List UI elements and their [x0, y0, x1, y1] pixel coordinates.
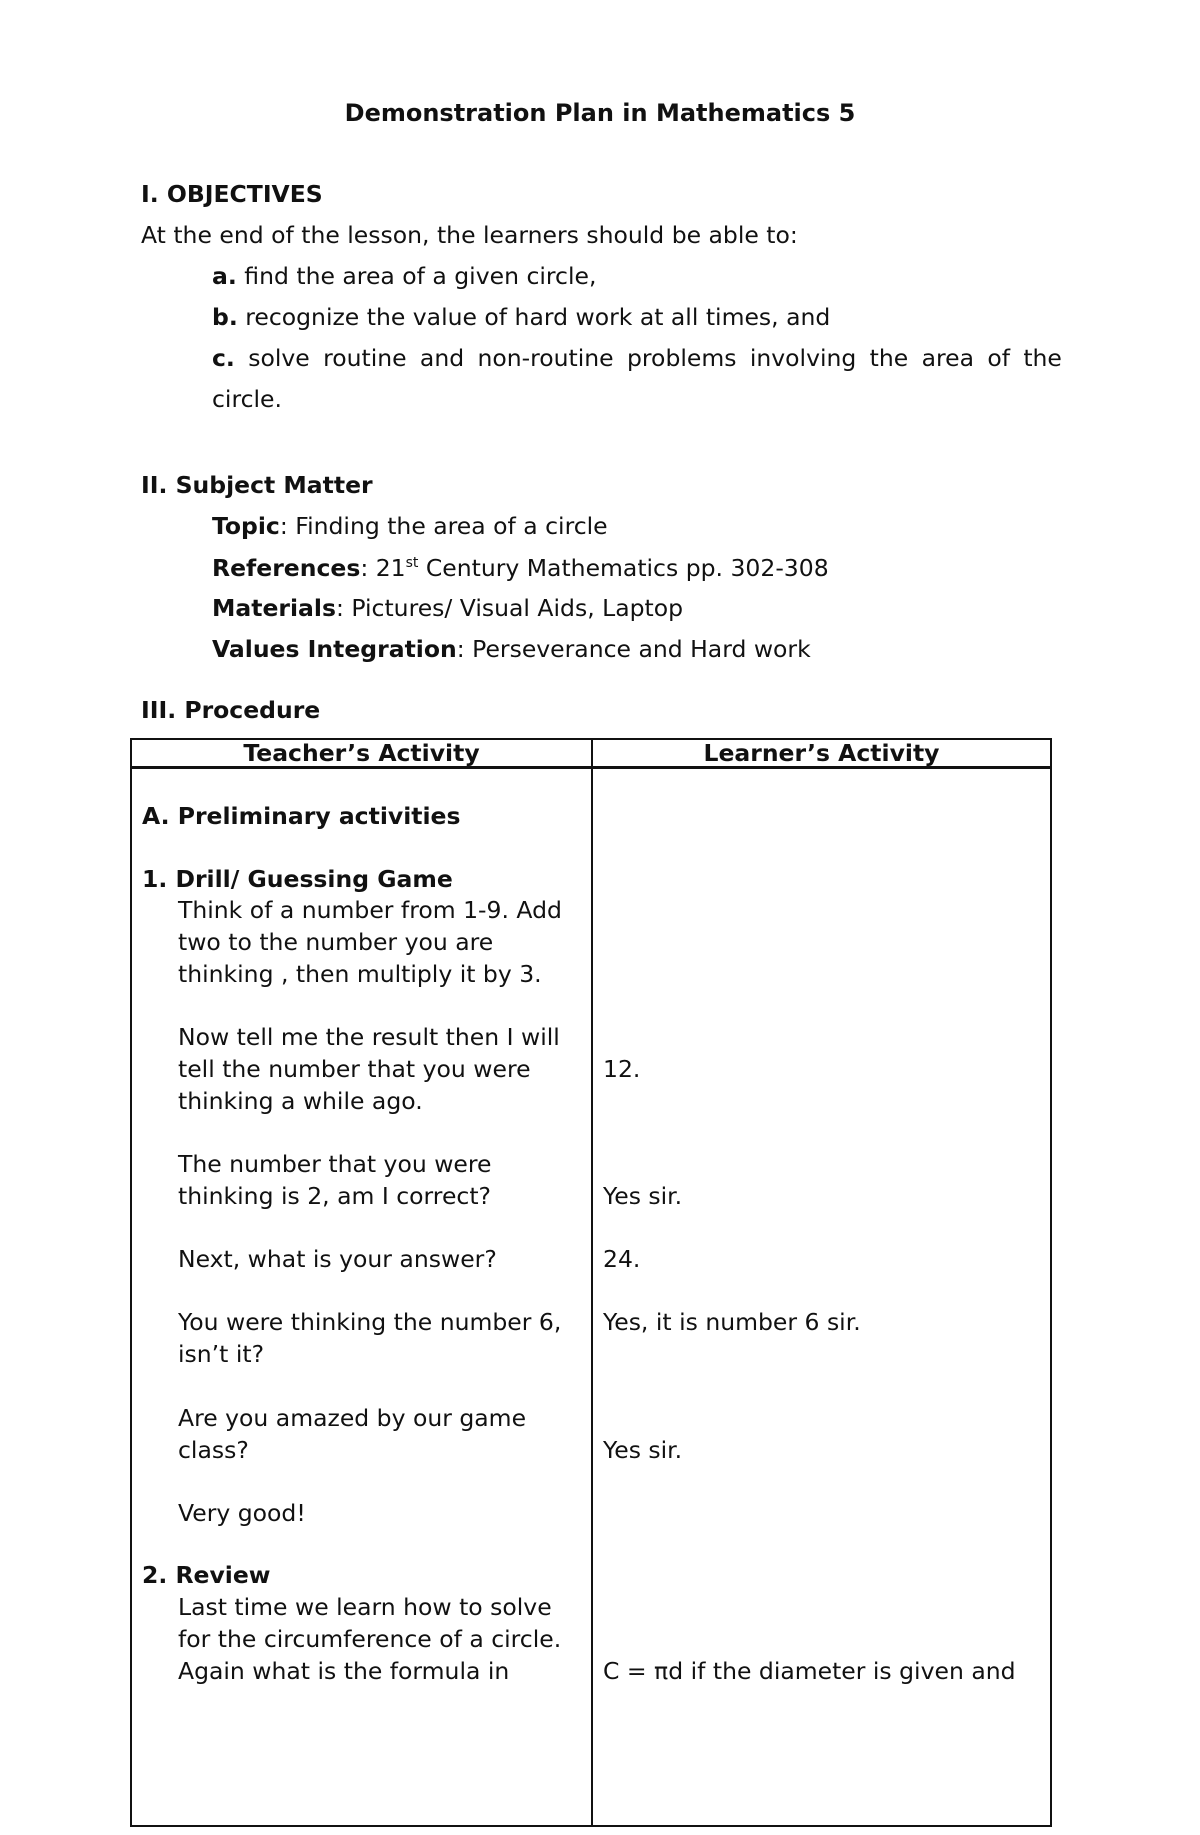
formula-start: C = [603, 1657, 655, 1685]
objective-word: solve [248, 344, 310, 372]
objective-word: of [987, 344, 1010, 372]
teacher-line: two to the number you are [178, 928, 494, 956]
objective-c [212, 344, 1062, 372]
teacher-line: for the circumference of a circle. [178, 1625, 562, 1653]
objective-letter: b. [212, 303, 238, 331]
learner-answer: 24. [603, 1245, 641, 1273]
objective-b [212, 303, 831, 331]
objective-word: routine [323, 344, 407, 372]
teacher-line: thinking a while ago. [178, 1087, 423, 1115]
objective-text: recognize the value of hard work at all times, and [245, 303, 831, 331]
learner-activity-cell [592, 768, 1051, 1827]
materials-label: Materials [212, 594, 336, 622]
procedure-table [130, 738, 1052, 1827]
topic-label: Topic [212, 512, 280, 540]
procedure-heading: III. Procedure [141, 696, 321, 724]
references-label: References [212, 553, 361, 582]
teacher-line: Now tell me the result then I will [178, 1023, 560, 1051]
values-line [212, 635, 811, 663]
objective-text: find the area of a given circle, [244, 262, 597, 290]
page-title: Demonstration Plan in Mathematics 5 [344, 99, 856, 127]
references-line [212, 553, 829, 582]
topic-line [212, 512, 608, 540]
values-label: Values Integration [212, 635, 457, 663]
teacher-activity-cell [131, 768, 592, 1827]
subject-matter-heading: II. Subject Matter [141, 471, 373, 499]
references-value-rest: Century Mathematics pp. 302-308 [418, 553, 829, 582]
objective-word: the [869, 344, 909, 372]
drill-heading: 1. Drill/ Guessing Game [142, 865, 453, 893]
topic-value: : Finding the area of a circle [279, 512, 608, 540]
learner-answer: Yes, it is number 6 sir. [603, 1308, 861, 1336]
teacher-line: Think of a number from 1-9. Add [178, 896, 562, 924]
objective-word: problems [627, 344, 737, 372]
pi-symbol: π [654, 1657, 669, 1685]
objectives-intro: At the end of the lesson, the learners should be able to: [141, 221, 798, 249]
objective-word: non-routine [477, 344, 614, 372]
materials-value: : Pictures/ Visual Aids, Laptop [335, 594, 684, 622]
learner-answer: Yes sir. [603, 1436, 683, 1464]
review-heading: 2. Review [142, 1561, 271, 1589]
formula-rest: d if the diameter is given and [668, 1657, 1016, 1685]
teacher-line: Again what is the formula in [178, 1657, 510, 1685]
teacher-line: The number that you were [178, 1150, 492, 1178]
teacher-line: You were thinking the number 6, [178, 1308, 562, 1336]
section-preliminary: A. Preliminary activities [142, 802, 461, 830]
teacher-line: class? [178, 1436, 249, 1464]
teacher-activity-header: Teacher’s Activity [131, 739, 592, 768]
teacher-line: Very good! [178, 1499, 306, 1527]
objective-word: and [419, 344, 465, 372]
objective-word: area [921, 344, 974, 372]
values-value: : Perseverance and Hard work [456, 635, 811, 663]
objective-a [212, 262, 597, 290]
objective-word: involving [749, 344, 857, 372]
learner-activity-header: Learner’s Activity [592, 739, 1051, 768]
teacher-line: isn’t it? [178, 1340, 265, 1368]
objective-c-continued: circle. [212, 385, 282, 413]
teacher-line: tell the number that you were [178, 1055, 531, 1083]
objective-word: the [1023, 344, 1062, 372]
learner-answer: Yes sir. [603, 1182, 683, 1210]
objective-letter: a. [212, 262, 237, 290]
learner-formula [603, 1657, 1016, 1685]
references-value: : 21 [360, 553, 406, 582]
teacher-line: Are you amazed by our game [178, 1404, 527, 1432]
objective-letter: c. [212, 344, 235, 372]
teacher-line: thinking is 2, am I correct? [178, 1182, 492, 1210]
references-superscript: st [405, 555, 419, 571]
materials-line [212, 594, 684, 622]
teacher-line: Last time we learn how to solve [178, 1593, 552, 1621]
teacher-line: Next, what is your answer? [178, 1245, 497, 1273]
objectives-heading: I. OBJECTIVES [141, 180, 323, 208]
learner-answer: 12. [603, 1055, 641, 1083]
teacher-line: thinking , then multiply it by 3. [178, 960, 542, 988]
